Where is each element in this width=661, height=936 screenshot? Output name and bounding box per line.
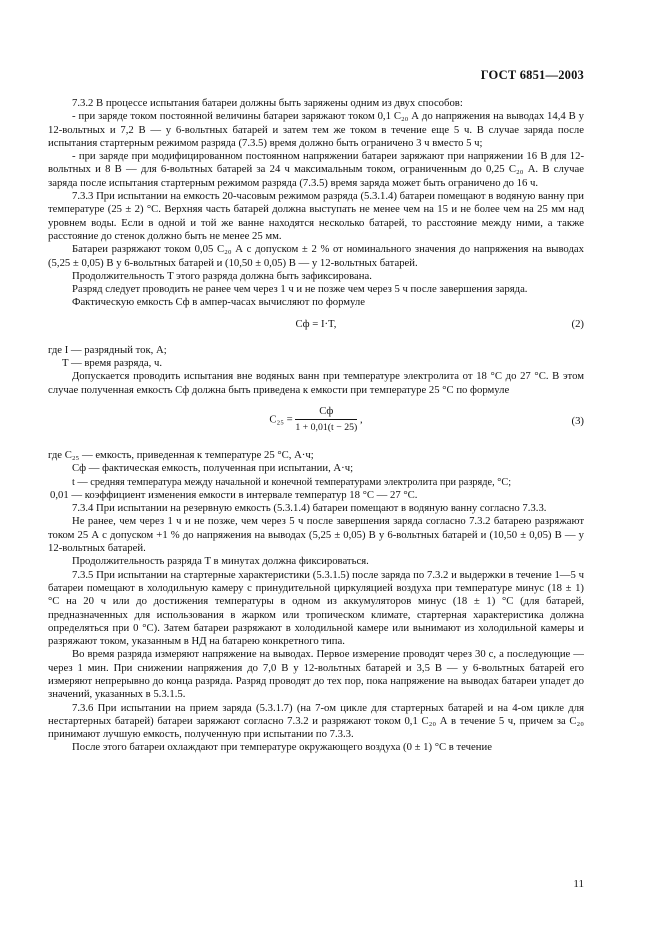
definitions-3	[48, 449, 584, 502]
definitions-2	[48, 344, 584, 371]
formula-fraction	[295, 405, 357, 435]
paragraph: Допускается проводить испытания вне водяных ванн при температуре электролита от 18 °С до 27 °С. В этом случае полученная емкость Cф должна быть приведена к емкости при температуре 25 °С по формуле	[48, 370, 584, 396]
page-number: 11	[573, 878, 584, 890]
paragraph: - при заряде при модифицированном постоянном напряжении батареи заряжают при напряжении 16 В для 12-вольтных и 8 В — для 6-вольтных батарей за 24 ч максимальным током, ограниченным до 0,25 C₂₀ А. В случае заряда после испытания стартерным режимом разряда (7.3.5) время заряда может быть ограничено до 16 ч.	[48, 150, 584, 189]
paragraph: 7.3.5 При испытании на стартерные характеристики (5.3.1.5) после заряда по 7.3.2 и выдержки в течение 1—5 ч батареи помещают в холодильную камеру с принудительной циркуляцией воздуха при температуре минус (18 ± 1) °С на 20 ч или до достижения температуры в одном из аккумуляторов минус (18 ± 1) °С (для батарей, предназначенных для использования в жарком или тропическом климате, стартерная характеристика должна определяться при 0 °С). Затем батареи разряжают в холодильной камере или вынимают из холодильной камеры и разряжают током, указанным в НД на батарею конкретного типа.	[48, 568, 584, 648]
paragraph: Продолжительность разряда T в минутах должна фиксироваться.	[72, 555, 369, 568]
formula-3	[48, 403, 584, 443]
formula-tail: ,	[359, 413, 363, 426]
standard-header: ГОСТ 6851—2003	[480, 68, 584, 82]
document-body	[48, 97, 584, 755]
definition-line: где C₂₅ — емкость, приведенная к температуре 25 °С, А·ч;	[48, 448, 314, 461]
formula-number: (3)	[571, 414, 584, 427]
definition-line: T — время разряда, ч.	[62, 357, 162, 370]
paragraph: После этого батареи охлаждают при температуре окружающего воздуха (0 ± 1) °С в течение	[72, 741, 492, 754]
definition-line: где I — разрядный ток, А;	[48, 343, 167, 356]
paragraph: - при заряде током постоянной величины батареи заряжают током 0,1 C₂₀ А до напряжения на выводах 14,4 В у 12-вольтных и 7,2 В — у 6-вольтных батарей и затем тем же током в течение еще 5 ч. В случае заряда после испытания стартерным режимом разряда (7.3.5) время должно быть ограничено 3 ч вместо 5 ч;	[48, 110, 584, 149]
paragraph: 7.3.3 При испытании на емкость 20-часовым режимом разряда (5.3.1.4) батареи помещают в водяную ванну при температуре (25 ± 2) °С. Верхняя часть батарей должна выступать не менее чем на 15 и не более чем на 25 мм над уровнем воды. Если в одной и той же ванне находятся несколько батарей, то расстояние между ними, а также расстояние до стенок должно быть не менее 25 мм.	[48, 190, 584, 242]
paragraph: 7.3.2 В процессе испытания батареи должны быть заряжены одним из двух способов:	[72, 97, 463, 109]
paragraph: 7.3.4 При испытании на резервную емкость (5.3.1.4) батареи помещают в водяную ванну согласно 7.3.3.	[72, 502, 547, 515]
definition-line: Cф — фактическая емкость, полученная при испытании, А·ч;	[72, 462, 354, 475]
paragraph: Продолжительность T этого разряда должна быть зафиксирована.	[72, 269, 372, 282]
paragraph: Во время разряда измеряют напряжение на выводах. Первое измерение проводят через 30 с, а последующие — через 1 мин. При снижении напряжения до 7,0 В у 12-вольтных батарей и 3,5 В — у 6-вольтных батарей его измеряют непрерывно до конца разряда. Разряд проводят до тех пор, пока напряжение на выводах батареи упадет до значений, указанных в 5.3.1.5.	[48, 648, 584, 701]
paragraph: Батареи разряжают током 0,05 C₂₀ А с допуском ± 2 % от номинального значения до напряжения на выводах (5,25 ± 0,05) В у 6-вольтных батарей и (10,50 ± 0,05) В — у 12-вольтных батарей.	[48, 243, 584, 269]
formula-number: (2)	[571, 317, 584, 330]
paragraph: Фактическую емкость Cф в ампер-часах вычисляют по формуле	[72, 296, 365, 309]
definition-line: 0,01 — коэффициент изменения емкости в интервале температур 18 °С — 27 °С.	[50, 488, 418, 501]
formula-lhs: C₂₅ =	[269, 413, 293, 426]
fraction-denominator: 1 + 0,01(t − 25)	[295, 422, 358, 434]
definition-line: t — средняя температура между начальной и конечной температурами электролита при разряде, °С;	[72, 476, 512, 488]
paragraph: Разряд следует проводить не ранее чем через 1 ч и не позже чем через 5 ч после завершения заряда.	[72, 283, 528, 296]
fraction-numerator: Cф	[295, 405, 357, 420]
formula-2	[48, 314, 584, 340]
formula-expression: Cф = I·T,	[295, 317, 337, 330]
paragraph: Не ранее, чем через 1 ч и не позже, чем через 5 ч после завершения заряда согласно 7.3.2 батарею разряжают током 25 А с допуском +1 % до напряжения на выводах (5,25 ± 0,05) В у 6-вольтных батарей и (10,50 ± 0,05) В — у 12-вольтных батарей.	[48, 515, 584, 555]
paragraph: 7.3.6 При испытании на прием заряда (5.3.1.7) (на 7-ом цикле для стартерных батарей и на 4-ом цикле для нестартерных батарей) батареи заряжают согласно 7.3.2 и разряжают током 0,1 C₂₀ А в течение 5 ч, причем за C₂₀ принимают лучшую емкость, полученную при испытании по 7.3.3.	[48, 701, 584, 741]
